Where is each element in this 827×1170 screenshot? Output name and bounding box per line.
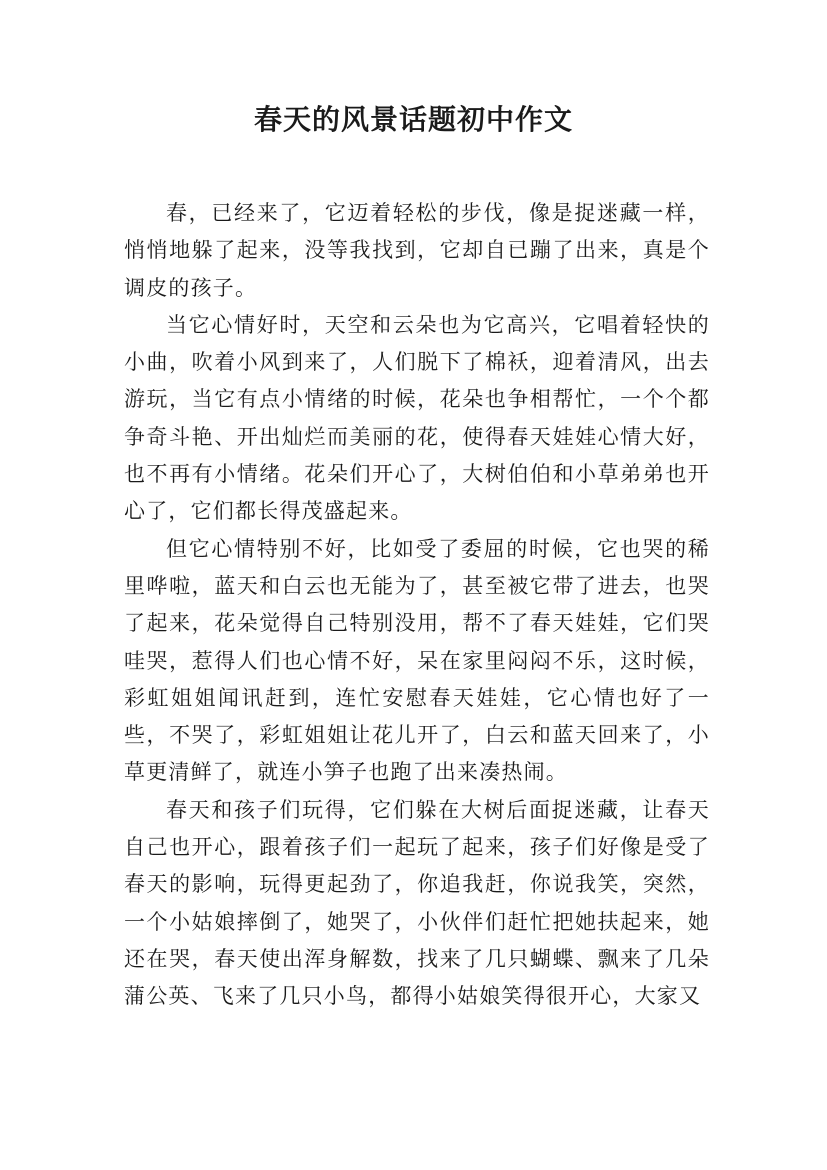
- paragraph-2: 当它心情好时，天空和云朵也为它高兴，它唱着轻快的小曲，吹着小风到来了，人们脱下了棉袄，迎着清风，出去游玩，当它有点小情绪的时候，花朵也争相帮忙，一个个都争奇斗艳、开出灿烂而美丽的花，使得春天娃娃心情大好，也不再有小情绪。花朵们开心了，大树伯伯和小草弟弟也开心了，它们都长得茂盛起来。: [124, 312, 710, 524]
- paragraph-1: 春，已经来了，它迈着轻松的步伐，像是捉迷藏一样，悄悄地躲了起来，没等我找到，它却自已蹦了出来，真是个调皮的孩子。: [124, 201, 710, 300]
- paragraph-3: 但它心情特别不好，比如受了委屈的时候，它也哭的稀里哗啦，蓝天和白云也无能为了，甚至被它带了进去，也哭了起来，花朵觉得自己特别没用，帮不了春天娃娃，它们哭哇哭，惹得人们也心情不好，呆在家里闷闷不乐，这时候，彩虹姐姐闻讯赶到，连忙安慰春天娃娃，它心情也好了一些，不哭了，彩虹姐姐让花儿开了，白云和蓝天回来了，小草更清鲜了，就连小笋子也跑了出来凑热闹。: [124, 536, 710, 785]
- document-title: 春天的风景话题初中作文: [253, 103, 573, 136]
- document-body: [124, 195, 710, 1016]
- paragraph-4: 春天和孩子们玩得，它们躲在大树后面捉迷藏，让春天自己也开心，跟着孩子们一起玩了起来，孩子们好像是受了春天的影响，玩得更起劲了，你追我赶，你说我笑，突然，一个小姑娘摔倒了，她哭了，小伙伴们赶忙把她扶起来，她还在哭，春天使出浑身解数，找来了几只蝴蝶、飘来了几朵蒲公英、飞来了几只小鸟，都得小姑娘笑得很开心，大家又: [124, 797, 710, 1009]
